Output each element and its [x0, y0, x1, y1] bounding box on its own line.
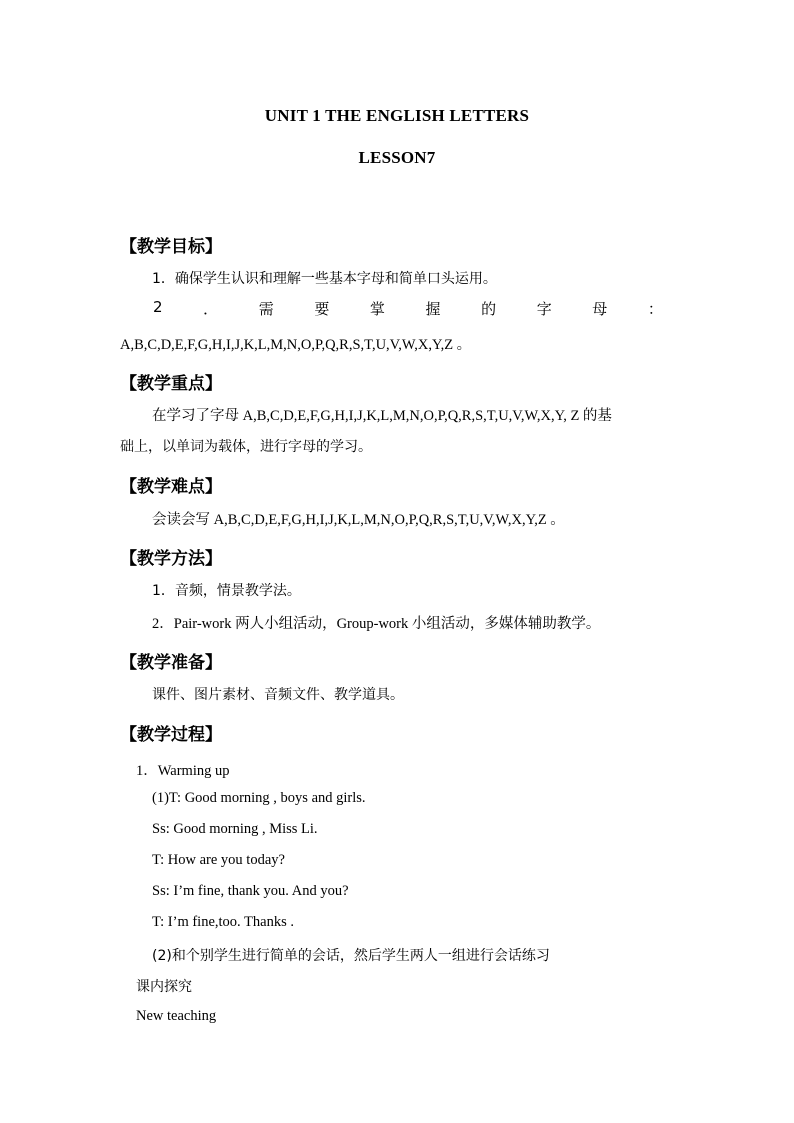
- spread-char: 需: [258, 300, 274, 318]
- objective-item-2-continuation: A,B,C,D,E,F,G,H,I,J,K,L,M,N,O,P,Q,R,S,T,U,V,W,X,Y,Z 。: [120, 337, 472, 353]
- methods-heading: 【教学方法】: [120, 549, 222, 569]
- spread-char: 握: [425, 300, 441, 318]
- preparation-heading: 【教学准备】: [120, 653, 222, 673]
- spread-char: 的: [481, 300, 497, 318]
- spread-char: 2: [153, 298, 163, 316]
- explore-label: 课内探究: [136, 979, 192, 995]
- spread-char: 掌: [369, 300, 385, 318]
- difficulties-line-1: 会读会写 A,B,C,D,E,F,G,H,I,J,K,L,M,N,O,P,Q,R,S,T,U,V,W,X,Y,Z 。: [152, 512, 565, 528]
- document-title: UNIT 1 THE ENGLISH LETTERS: [264, 106, 530, 125]
- dialogue-line: (2)和个别学生进行简单的会话，然后学生两人一组进行会话练习: [152, 948, 550, 964]
- spread-char: ．: [203, 300, 219, 318]
- process-step-1: 1．Warming up: [136, 763, 230, 779]
- method-item-1: 1．音频，情景教学法。: [152, 583, 301, 599]
- spread-char: 要: [314, 300, 330, 318]
- preparation-line-1: 课件、图片素材、音频文件、教学道具。: [152, 687, 404, 703]
- dialogue-line: T: How are you today?: [152, 852, 285, 868]
- key-points-heading: 【教学重点】: [120, 374, 222, 394]
- spread-char: 字: [536, 300, 552, 318]
- key-points-line-2: 础上，以单词为载体，进行字母的学习。: [120, 439, 372, 455]
- dialogue-line: T: I’m fine,too. Thanks .: [152, 914, 294, 930]
- objectives-heading: 【教学目标】: [120, 237, 222, 257]
- difficulties-heading: 【教学难点】: [120, 477, 222, 497]
- key-points-line-1: 在学习了字母 A,B,C,D,E,F,G,H,I,J,K,L,M,N,O,P,Q,R,S,T,U,V,W,X,Y, Z 的基: [152, 408, 612, 424]
- method-item-2: 2．Pair-work 两人小组活动，Group-work 小组活动，多媒体辅助教学。: [152, 616, 601, 632]
- dialogue-line: Ss: Good morning , Miss Li.: [152, 821, 318, 837]
- spread-char: 母: [592, 300, 608, 318]
- dialogue-line: (1)T: Good morning , boys and girls.: [152, 790, 366, 806]
- dialogue-line: Ss: I’m fine, thank you. And you?: [152, 883, 349, 899]
- objective-item-1: 1．确保学生认识和理解一些基本字母和简单口头运用。: [152, 271, 497, 287]
- new-teaching-label: New teaching: [136, 1008, 217, 1024]
- lesson-title: LESSON7: [358, 148, 436, 167]
- spread-char: ：: [647, 300, 663, 318]
- process-heading: 【教学过程】: [120, 725, 222, 745]
- objective-item-2-spread: [153, 298, 663, 319]
